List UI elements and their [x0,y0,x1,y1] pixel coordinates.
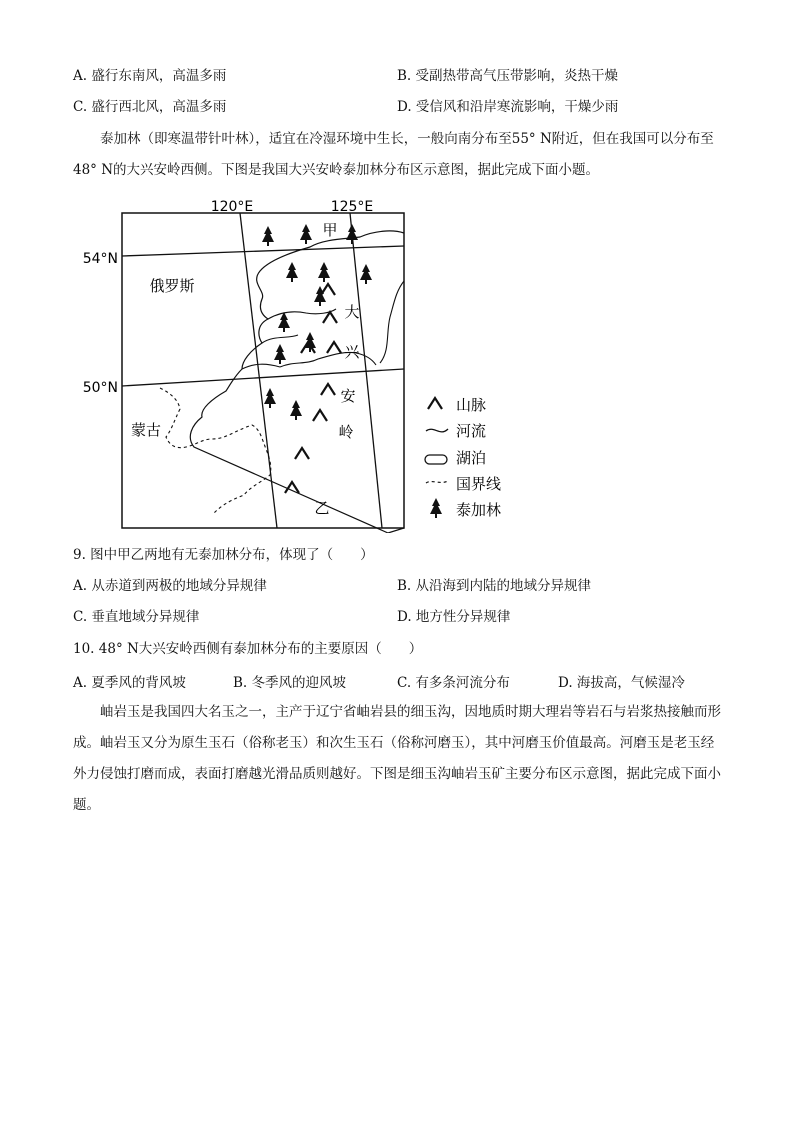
mountain-icon [285,482,299,493]
legend-mountain-label: 山脉 [456,396,487,414]
q10-stem: 10. 48° N大兴安岭西侧有泰加林分布的主要原因（ ） [73,641,423,657]
lon-label-125e: 125°E [330,199,374,215]
q10-option-c: C. 有多条河流分布 [397,675,510,691]
taiga-tree-icon [290,400,302,420]
border-solid [190,231,404,533]
taiga-tree-icon [262,226,274,246]
parallel-50n [122,369,404,386]
q9-stem: 9. 图中甲乙两地有无泰加林分布，体现了（ ） [73,547,374,563]
border-east [380,281,404,363]
taiga-distribution-map [74,193,524,533]
legend-mountain-icon [428,398,442,409]
q8-option-b: B. 受副热带高气压带影响，炎热干燥 [397,68,619,84]
q10-option-b: B. 冬季风的迎风坡 [233,675,347,691]
place-label-yi: 乙 [314,499,330,517]
q9-option-d: D. 地方性分异规律 [397,609,511,625]
lat-label-50n: 50°N [82,380,118,396]
taiga-tree-icon [274,344,286,364]
taiga-tree-icon [264,388,276,408]
range-label-da: 大 [344,303,360,321]
taiga-intro-text: 泰加林（即寒温带针叶林），适宜在冷湿环境中生长，一般向南分布至55° N附近，但在我国可以分布至48° N的大兴安岭西侧。下图是我国大兴安岭泰加林分布区示意图，据此完成下面小题。 [73,131,714,178]
map-frame [122,213,404,528]
river-2 [262,335,298,343]
q8-option-c: C. 盛行西北风，高温多雨 [73,99,227,115]
legend-border-icon [426,481,448,483]
place-label-jia: 甲 [322,221,338,239]
range-label-ling: 岭 [338,423,354,441]
taiga-tree-icon [300,224,312,244]
q9-option-c: C. 垂直地域分异规律 [73,609,200,625]
parallel-54n [122,246,404,256]
mountain-icon [321,384,335,395]
q10-option-d: D. 海拔高，气候湿冷 [558,675,685,691]
river-3 [280,352,376,367]
country-label-russia: 俄罗斯 [149,277,195,295]
mountain-icon [323,312,337,323]
range-label-an: 安 [340,387,356,405]
river-4 [242,364,280,369]
taiga-tree-icon [360,264,372,284]
taiga-tree-icon [318,262,330,282]
q8-option-d: D. 受信风和沿岸寒流影响，干燥少雨 [397,99,619,115]
legend-lake-label: 湖泊 [456,449,487,467]
mountain-icon [327,342,341,353]
jade-intro-paragraph [73,697,723,821]
jade-intro-text: 岫岩玉是我国四大名玉之一，主产于辽宁省岫岩县的细玉沟，因地质时期大理岩等岩石与岩浆热接触而形成。岫岩玉又分为原生玉石（俗称老玉）和次生玉石（俗称河磨玉），其中河磨玉价值最高。河磨玉是老玉经外力侵蚀打磨而成，表面打磨越光滑品质则越好。下图是细玉沟岫岩玉矿主要分布区示意图，据此完成下面小题。 [73,704,721,813]
legend-lake-icon [425,455,447,464]
country-label-mongolia: 蒙古 [130,421,162,439]
q10-option-a: A. 夏季风的背风坡 [73,675,186,691]
legend-river-label: 河流 [456,422,487,440]
legend-taiga-label: 泰加林 [456,501,502,519]
taiga-tree-icon [346,224,358,244]
taiga-tree-icon [278,312,290,332]
range-label-xing: 兴 [344,343,360,361]
q8-option-a: A. 盛行东南风，高温多雨 [73,68,227,84]
mountain-icon [295,448,309,459]
legend-taiga-icon [430,498,442,518]
mountain-icon [313,410,327,421]
taiga-tree-icon [286,262,298,282]
taiga-intro-paragraph [73,124,723,186]
lon-label-120e: 120°E [210,199,254,215]
q9-option-a: A. 从赤道到两极的地域分异规律 [73,578,267,594]
map-legend [425,396,501,519]
mountain-icon [321,284,335,295]
legend-border-label: 国界线 [456,475,502,493]
taiga-tree-icon [304,332,316,352]
border-dashed [160,388,271,513]
q9-option-b: B. 从沿海到内陆的地域分异规律 [397,578,592,594]
legend-river-icon [426,429,448,432]
lat-label-54n: 54°N [82,251,118,267]
